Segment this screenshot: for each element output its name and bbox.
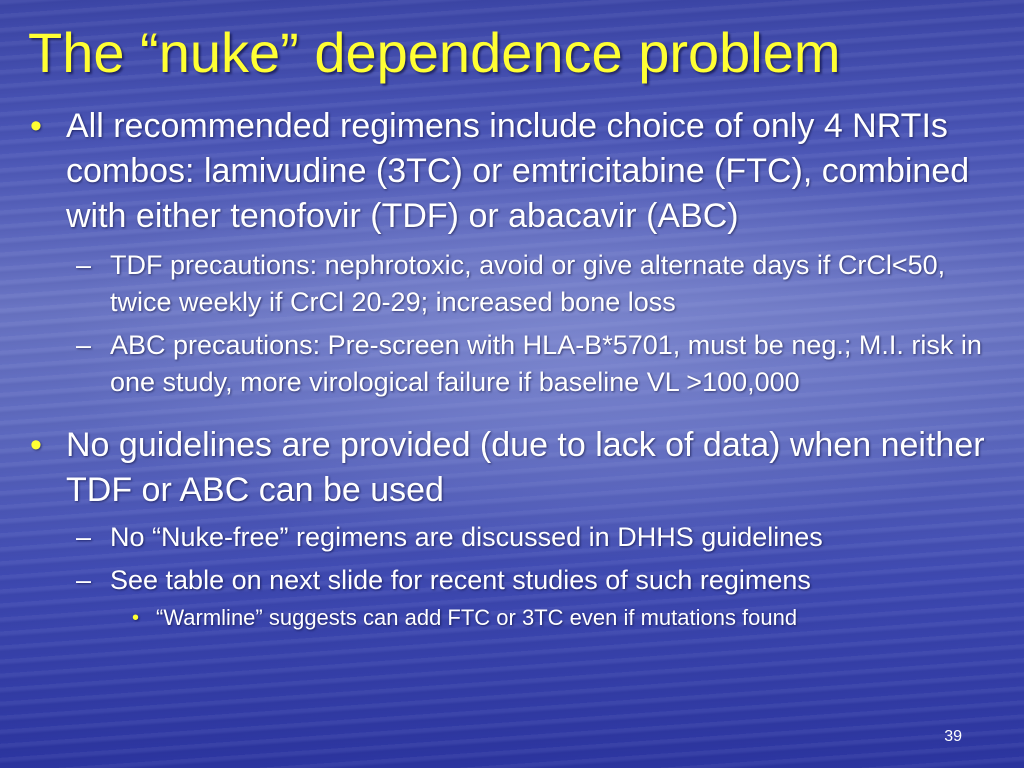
bullet-dot-icon: • — [30, 107, 42, 145]
sub-bullet-text: See table on next slide for recent studies of such regimens — [110, 565, 811, 595]
slide-number: 39 — [944, 728, 962, 745]
slide-content — [30, 104, 990, 633]
bullet-dot-icon: • — [132, 607, 140, 629]
dash-icon: – — [76, 565, 92, 595]
bullet-1 — [30, 104, 990, 239]
sub-bullet-text: No “Nuke-free” regimens are discussed in DHHS guidelines — [110, 522, 823, 552]
sub-sub-bullet-2-2-1 — [30, 603, 990, 633]
sub-bullet-2-1 — [30, 519, 990, 556]
sub-bullet-2-2 — [30, 562, 990, 599]
sub-sub-bullet-text: “Warmline” suggests can add FTC or 3TC even if mutations found — [156, 605, 798, 630]
bullet-2 — [30, 423, 990, 513]
slide-title: The “nuke” dependence problem — [28, 21, 841, 84]
sub-bullet-1-2 — [30, 327, 990, 401]
sub-bullet-text: TDF precautions: nephrotoxic, avoid or give alternate days if CrCl<50, twice weekly if CrCl 20-29; increased bone loss — [110, 250, 946, 317]
bullet-text: No guidelines are provided (due to lack of data) when neither TDF or ABC can be used — [66, 426, 985, 509]
bullet-text: All recommended regimens include choice of only 4 NRTIs combos: lamivudine (3TC) or emtricitabine (FTC), combined with either tenofovir (TDF) or abacavir (ABC) — [66, 107, 970, 235]
bullet-dot-icon: • — [30, 426, 42, 464]
sub-bullet-text: ABC precautions: Pre-screen with HLA-B*5701, must be neg.; M.I. risk in one study, more virological failure if baseline VL >100,000 — [110, 330, 982, 397]
sub-bullet-1-1 — [30, 247, 990, 321]
dash-icon: – — [76, 522, 92, 552]
dash-icon: – — [76, 330, 92, 360]
dash-icon: – — [76, 250, 92, 280]
